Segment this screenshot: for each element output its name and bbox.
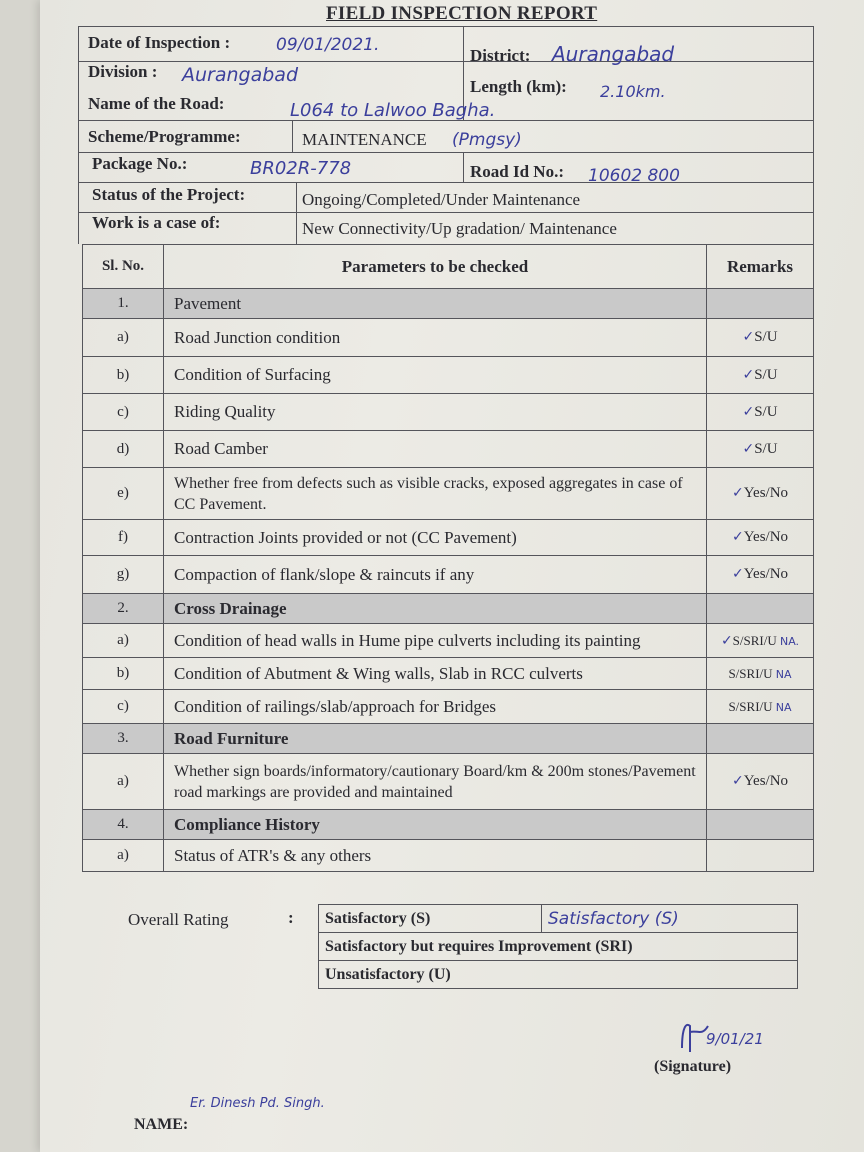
date-label: Date of Inspection : [88, 33, 231, 52]
length-value: 2.10km. [600, 82, 666, 101]
scheme-handwritten: (Pmgsy) [452, 130, 522, 150]
package-label: Package No.: [92, 154, 188, 173]
report-title: FIELD INSPECTION REPORT [326, 3, 598, 24]
length-label: Length (km): [470, 77, 567, 96]
name-label: NAME: [134, 1116, 189, 1133]
overall-rating-colon: : [288, 908, 294, 927]
remarks-header: Remarks [726, 256, 794, 276]
table-row: g) Compaction of flank/slope & raincuts if any ✓Yes/No [83, 556, 814, 594]
rating-option-u: Unsatisfactory (U) [319, 961, 798, 989]
signature-date: 9/01/21 [706, 1030, 764, 1048]
param-header: Parameters to be checked [341, 256, 529, 276]
division-value: Aurangabad [182, 64, 299, 86]
table-row: b) Condition of Surfacing ✓S/U [83, 357, 814, 394]
name-value: Er. Dinesh Pd. Singh. [190, 1096, 325, 1111]
signature-label: (Signature) [654, 1058, 732, 1075]
road-id-label: Road Id No.: [470, 162, 564, 181]
table-row: 3. Road Furniture [83, 724, 814, 754]
table-row: e) Whether free from defects such as visible cracks, exposed aggregates in case of CC Pavement. ✓Yes/No [83, 468, 814, 520]
scheme-value: MAINTENANCE [302, 130, 427, 149]
overall-rating-label: Overall Rating [128, 910, 229, 929]
package-value: BR02R-778 [250, 158, 352, 179]
table-row: 2. Cross Drainage [83, 594, 814, 624]
table-row: 4. Compliance History [83, 810, 814, 840]
status-value: Ongoing/Completed/Under Maintenance [302, 190, 581, 209]
date-value: 09/01/2021. [276, 35, 380, 55]
district-label: District: [470, 46, 531, 65]
work-value: New Connectivity/Up gradation/ Maintenance [302, 219, 617, 238]
sl-header: Sl. No. [101, 258, 145, 274]
table-row: c) Riding Quality ✓S/U [83, 394, 814, 431]
table-row: d) Road Camber ✓S/U [83, 431, 814, 468]
road-name-label: Name of the Road: [88, 94, 225, 113]
work-label: Work is a case of: [92, 213, 221, 232]
table-row: f) Contraction Joints provided or not (CC Pavement) ✓Yes/No [83, 520, 814, 556]
rating-option-s: Satisfactory (S) [319, 905, 542, 933]
road-id-value: 10602 800 [588, 166, 680, 186]
division-label: Division : [88, 62, 158, 81]
rating-option-sri: Satisfactory but requires Improvement (SRI) [319, 933, 798, 961]
table-row: a) Condition of head walls in Hume pipe culverts including its painting ✓S/SRI/U NA. [83, 624, 814, 658]
table-row: a) Whether sign boards/informatory/cautionary Board/km & 200m stones/Pavement road markings are provided and maintained ✓Yes/No [83, 754, 814, 810]
district-value: Aurangabad [552, 42, 675, 66]
road-name-value: L064 to Lalwoo Bagha. [290, 100, 496, 121]
table-row: b) Condition of Abutment & Wing walls, Slab in RCC culverts S/SRI/U NA [83, 658, 814, 690]
table-header-row [83, 245, 814, 289]
table-row: a) Status of ATR's & any others [83, 840, 814, 872]
status-label: Status of the Project: [92, 185, 246, 204]
table-row: 1. Pavement [83, 289, 814, 319]
overall-rating-table [318, 904, 798, 989]
table-row: c) Condition of railings/slab/approach for Bridges S/SRI/U NA [83, 690, 814, 724]
scheme-label: Scheme/Programme: [88, 127, 241, 146]
parameters-table [82, 244, 814, 872]
rating-selected-handwritten: Satisfactory (S) [548, 908, 679, 929]
table-row: a) Road Junction condition ✓S/U [83, 319, 814, 357]
